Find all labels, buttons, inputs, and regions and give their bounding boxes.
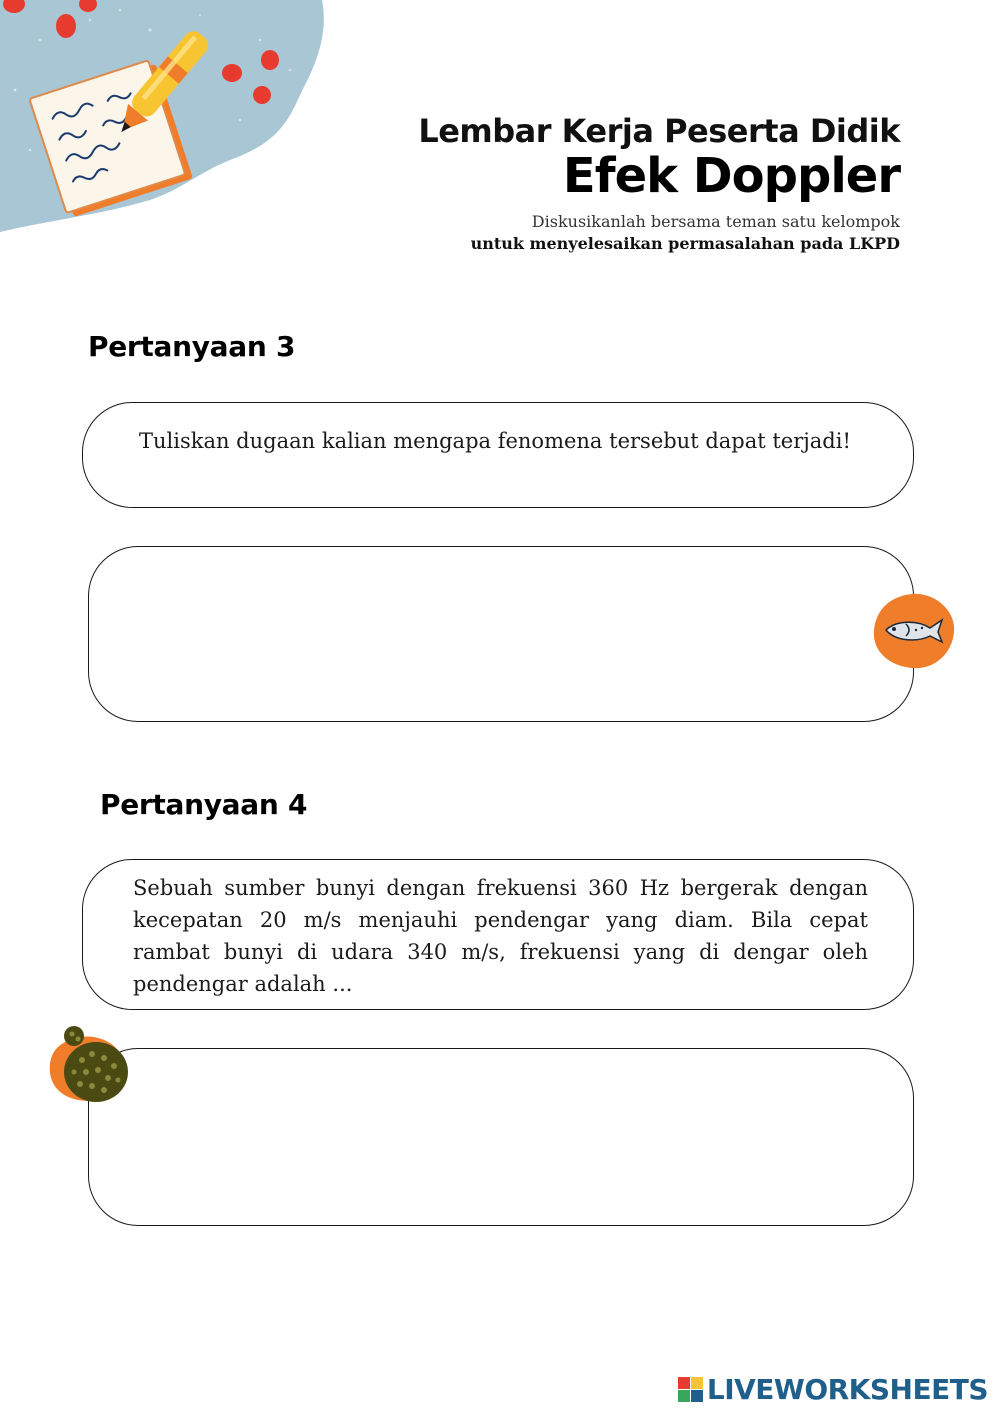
fish-icon (872, 592, 956, 670)
worksheet-title: Efek Doppler (562, 148, 900, 204)
instruction-line-2: untuk menyelesaikan permasalahan pada LKPD (470, 234, 900, 253)
question-4-answer-field[interactable] (88, 1048, 914, 1226)
question-4-prompt-box (82, 859, 914, 1010)
brand-name: LIVEWORKSHEETS (706, 1373, 988, 1406)
logo-mark (678, 1377, 703, 1402)
moss-icon (46, 1024, 130, 1104)
worksheet-kicker: Lembar Kerja Peserta Didik (418, 112, 900, 150)
question-4-heading: Pertanyaan 4 (100, 788, 308, 821)
liveworksheets-logo (678, 1373, 988, 1406)
question-3-prompt-box (82, 402, 914, 508)
question-3-prompt: Tuliskan dugaan kalian mengapa fenomena tersebut dapat terjadi! (139, 429, 851, 453)
instruction-line-1: Diskusikanlah bersama teman satu kelompok (531, 212, 900, 231)
worksheet-header (418, 112, 900, 253)
question-3-answer-field[interactable] (88, 546, 914, 722)
question-4-prompt: Sebuah sumber bunyi dengan frekuensi 360 Hz bergerak dengan kecepatan 20 m/s menjauhi pendengar yang diam. Bila cepat rambat bunyi di udara 340 m/s, frekuensi yang di dengar oleh pendengar adalah ... (133, 876, 868, 996)
question-3-heading: Pertanyaan 3 (88, 330, 296, 363)
notebook-pen-illustration (0, 0, 330, 240)
